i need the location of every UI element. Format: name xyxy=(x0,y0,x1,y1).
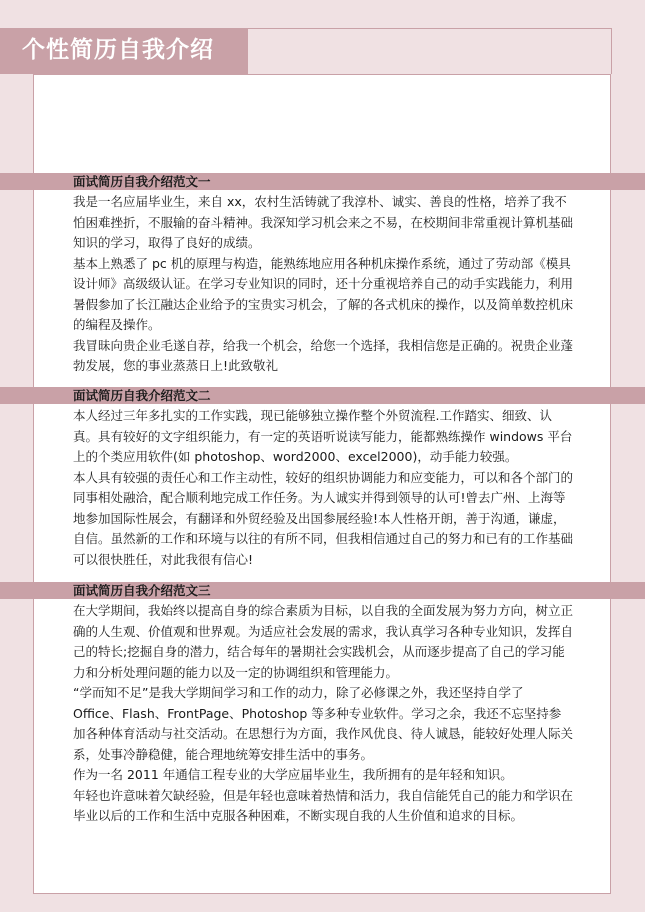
section-heading-3: 面试简历自我介绍范文三 xyxy=(73,583,211,598)
paragraph: 年轻也许意味着欠缺经验，但是年轻也意味着热情和活力，我自信能凭自己的能力和学识在毕业以后的工作和生活中克服各种困难，不断实现自我的人生价值和追求的目标。 xyxy=(73,787,574,823)
paragraph: 我是一名应届毕业生，来自 xx，农村生活铸就了我淳朴、诚实、善良的性格，培养了我不怕困难挫折，不服输的奋斗精神。我深知学习机会来之不易，在校期间非常重视计算机基础知识的学习，取得了良好的成绩。 xyxy=(73,194,574,250)
paragraph: 基本上熟悉了 pc 机的原理与构造，能熟练地应用各种机床操作系统，通过了劳动部《模具设计师》高级级认证。在学习专业知识的同时，还十分重视培养自己的动手实践能力，利用暑假参加了长江融达企业给予的宝贵实习机会，了解的各式机床的操作，以及简单数控机床的编程及操作。 xyxy=(73,255,574,332)
page-title: 个性简历自我介绍 xyxy=(22,37,214,63)
section-body-3 xyxy=(73,601,573,827)
paragraph: 在大学期间，我始终以提高自身的综合素质为目标，以自我的全面发展为努力方向，树立正确的人生观、价值观和世界观。为适应社会发展的需求，我认真学习各种专业知识，发挥自己的特长;挖掘自身的潜力，结合每年的暑期社会实践机会，从而逐步提高了自己的学习能力和分析处理问题的能力以及一定的协调组织和管理能力。 xyxy=(73,603,574,680)
section-heading-1: 面试简历自我介绍范文一 xyxy=(73,174,211,189)
paragraph: 作为一名 2011 年通信工程专业的大学应届毕业生，我所拥有的是年轻和知识。 xyxy=(73,767,513,782)
paragraph: 本人经过三年多扎实的工作实践，现已能够独立操作整个外贸流程.工作踏实、细致、认真。具有较好的文字组织能力，有一定的英语听说读写能力，能都熟练操作 windows 平台上的个类应用软件(如 photoshop、word2000、excel2000)，动手能力较强。 xyxy=(73,408,573,464)
section-body-2 xyxy=(73,406,573,570)
section-body-1 xyxy=(73,192,573,377)
paragraph: 本人具有较强的责任心和工作主动性，较好的组织协调能力和应变能力，可以和各个部门的同事相处融洽，配合顺利地完成工作任务。为人诚实并得到领导的认可!曾去广州、上海等地参加国际性展会，有翻译和外贸经验及出国参展经验!本人性格开朗，善于沟通，谦虚，自信。虽然新的工作和环境与以往的有所不同，但我相信通过自己的努力和已有的工作基础可以很快胜任，对此我很有信心! xyxy=(73,469,574,567)
right-frame-line xyxy=(611,28,612,74)
section-heading-2: 面试简历自我介绍范文二 xyxy=(73,388,211,403)
paragraph: “学而知不足”是我大学期间学习和工作的动力，除了必修课之外，我还坚持自学了 Office、Flash、FrontPage、Photoshop 等多种专业软件。学习之余，我还不忘坚持参加各种体育活动与社交活动。在思想行为方面，我作风优良、待人诚恳，能较好处理人际关系，处事冷静稳健，能合理地统筹安排生活中的事务。 xyxy=(73,685,574,762)
paragraph: 我冒昧向贵企业毛遂自荐，给我一个机会，给您一个选择，我相信您是正确的。祝贵企业蓬勃发展，您的事业蒸蒸日上!此致敬礼 xyxy=(73,337,574,373)
